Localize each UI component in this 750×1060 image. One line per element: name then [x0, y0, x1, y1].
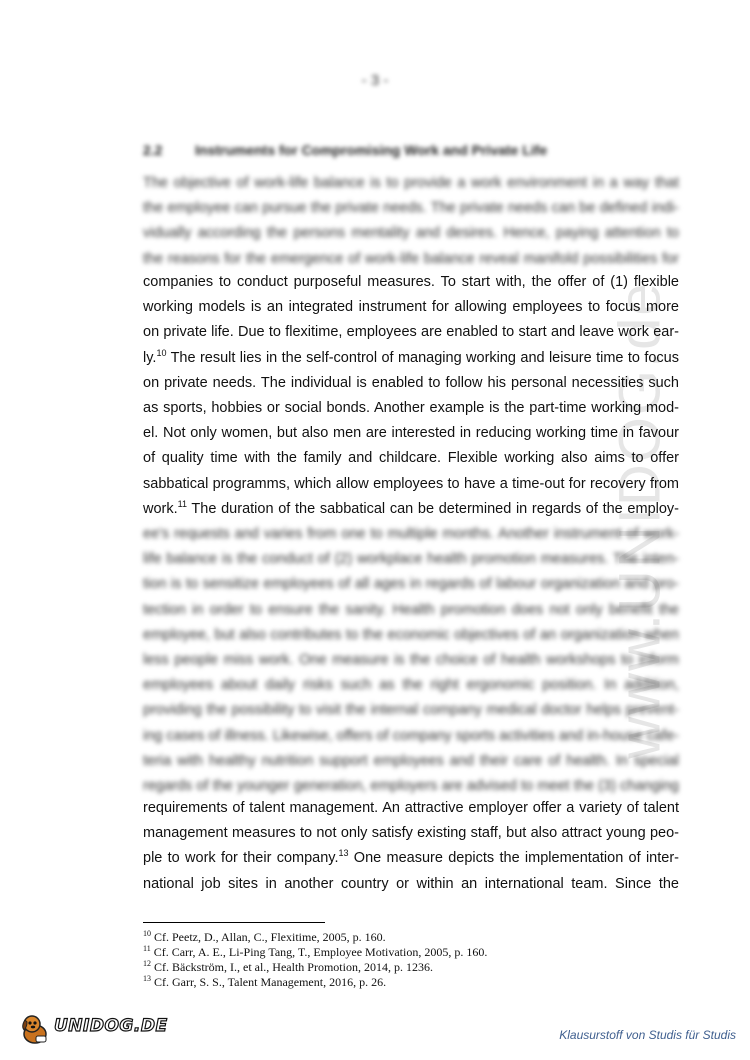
text-line: working models is an integrated instrument for allowing employees to focus more — [143, 299, 679, 316]
text-line: tion is to sensitize employees of all ages in regards of labour organization and pro- — [143, 576, 679, 593]
text-line: ple to work for their company.$^{13}$ One measure depicts the implementation of inter- — [143, 848, 679, 867]
page-number: - 3 - — [361, 72, 389, 89]
footnote-number: 12 — [143, 959, 151, 968]
text-line: on private life. Due to flexitime, employees are enabled to start and leave work ear- — [143, 324, 679, 341]
unidog-logo[interactable] — [18, 1010, 168, 1050]
watermark-text: www.UNIDOG.de — [607, 281, 673, 759]
footnote-ref: 10 — [156, 347, 167, 358]
text-line: requirements of talent management. An attractive employer offer a variety of talent — [143, 800, 679, 816]
footnote: $^{13}$ Cf. Garr, S. S., Talent Management, 2016, p. 26. — [143, 974, 387, 989]
paragraph-blurred-mid — [143, 522, 679, 799]
text-line: work.$^{11}$ The duration of the sabbatical can be determined in regards of the employ- — [143, 498, 679, 517]
text-line: employee, but also contributes to the economic objectives of an organization when — [143, 626, 679, 643]
text-line: life balance is the conduct of (2) workplace health promotion measures. The inten- — [143, 551, 679, 568]
logo-text: UNIDOG.DE — [54, 1016, 168, 1036]
footnote: $^{10}$ Cf. Peetz, D., Allan, C., Flexitime, 2005, p. 160. — [143, 929, 386, 944]
footnote-number: 13 — [143, 974, 151, 983]
text-line: tection in order to ensure the sanity. Health promotion does not only benefit the — [143, 601, 679, 618]
footnote: $^{11}$ Cf. Carr, A. E., Li-Ping Tang, T., Employee Motivation, 2005, p. 160. — [143, 944, 488, 959]
text-line: less people miss work. One measure is the choice of health workshops to inform — [143, 651, 679, 668]
text-line: ly.$^{10}$ The result lies in the self-control of managing working and leisure time to focus — [143, 347, 679, 366]
slogan: Klausurstoff von Studis für Studis — [559, 1028, 736, 1042]
text-line: companies to conduct purposeful measures. To start with, the offer of (1) flexible — [143, 274, 679, 290]
text-line: on private needs. The individual is enabled to follow his personal necessities such — [143, 374, 679, 391]
text-line: regards of the younger generation, employers are advised to meet the (3) changing — [143, 777, 679, 794]
text-line: vidually according the persons mentality and desires. Hence, paying attention to — [143, 225, 679, 242]
text-line: of quality time with the family and childcare. Flexible working also aims to offer — [143, 450, 679, 467]
text-line: as sports, hobbies or social bonds. Another example is the part-time working mod- — [143, 399, 679, 416]
text-line: ee's requests and varies from one to multiple months. Another instrument of work- — [143, 526, 679, 542]
section-number: 2.2 — [143, 142, 163, 158]
section-heading — [143, 142, 683, 158]
paragraph-visible-a — [143, 270, 679, 522]
text-line: teria with healthy nutrition support employees and their care of health. In special — [143, 752, 679, 769]
footnote-ref: 11 — [177, 498, 187, 509]
paragraph-blurred-top — [143, 171, 679, 272]
footnote-number: 11 — [143, 944, 151, 953]
text-line: management measures to not only satisfy existing staff, but also attract young peo- — [143, 825, 679, 842]
footnote-number: 10 — [143, 929, 151, 938]
text-line: the employee can pursue the private needs. The private needs can be defined indi- — [143, 200, 679, 217]
section-title: Instruments for Compromising Work and Private Life — [195, 142, 548, 158]
dog-icon — [18, 1012, 52, 1046]
footnote-divider — [143, 922, 325, 923]
text-line: ing cases of illness. Likewise, offers of company sports activities and in-house cafe- — [143, 727, 679, 744]
text-line: providing the possibility to visit the internal company medical doctor helps prevent- — [143, 702, 679, 719]
footnotes — [143, 930, 643, 990]
text-line: sabbatical programms, which allow employees to have a time-out for recovery from — [143, 475, 679, 492]
text-line: el. Not only women, but also men are interested in reducing working time in favour — [143, 425, 679, 442]
paragraph-visible-b — [143, 796, 679, 897]
footnote: $^{12}$ Cf. Bäckström, I., et al., Health Promotion, 2014, p. 1236. — [143, 959, 433, 974]
text-line: The objective of work-life balance is to provide a work environment in a way that — [143, 175, 679, 191]
text-line: employees about daily risks such as the right ergonomic position. In addition, — [143, 677, 679, 694]
text-line: the reasons for the emergence of work-life balance reveal manifold possibilities for — [143, 250, 679, 267]
footnote-ref: 13 — [338, 848, 349, 859]
text-line: national job sites in another country or within an international team. Since the — [143, 875, 679, 892]
